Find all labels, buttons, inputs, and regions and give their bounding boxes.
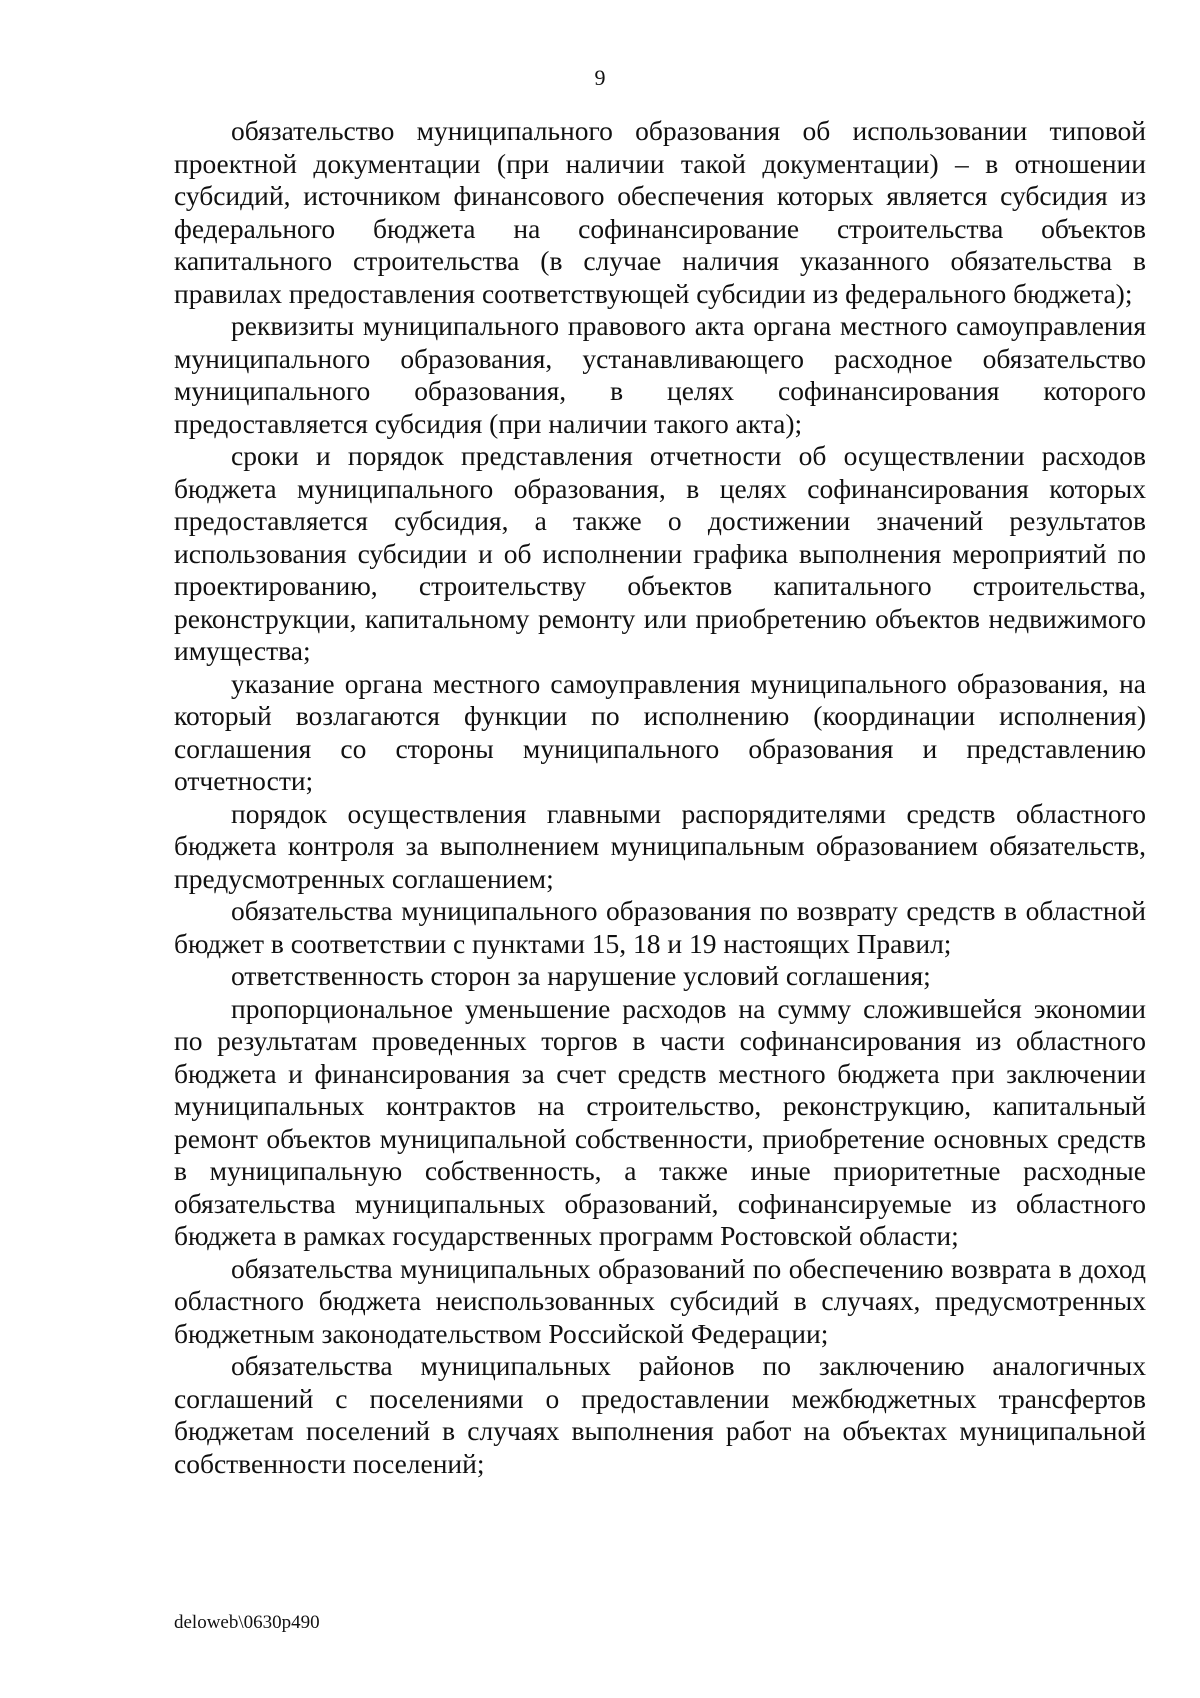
paragraph: обязательство муниципального образования об использовании типовой проектной документации (при наличии такой документации) – в отношении субсидий, источником финансового обеспечения которых является субсидия из федерального бюджета на софинансирование строительства объектов капитального строительства (в случае наличия указанного обязательства в правилах предоставления соответствующей субсидии из федерального бюджета); bbox=[174, 115, 1146, 309]
paragraph: обязательства муниципальных районов по заключению аналогичных соглашений с поселениями о предоставлении межбюджетных трансфертов бюджетам поселений в случаях выполнения работ на объектах муниципальной собственности поселений; bbox=[174, 1350, 1146, 1479]
paragraph: сроки и порядок представления отчетности об осуществлении расходов бюджета муниципального образования, в целях софинансирования которых предоставляется субсидия, а также о достижении значений результатов использования субсидии и об исполнении графика выполнения мероприятий по проектированию, строительству объектов капитального строительства, реконструкции, капитальному ремонту или приобретению объектов недвижимого имущества; bbox=[174, 440, 1146, 666]
document-footer-id: deloweb\0630p490 bbox=[174, 1612, 320, 1633]
paragraph: пропорциональное уменьшение расходов на сумму сложившейся экономии по результатам проведенных торгов в части софинансирования из областного бюджета и финансирования за счет средств местного бюджета при заключении муниципальных контрактов на строительство, реконструкцию, капитальный ремонт объектов муниципальной собственности, приобретение основных средств в муниципальную собственность, а также иные приоритетные расходные обязательства муниципальных образований, софинансируемые из областного бюджета в рамках государственных программ Ростовской области; bbox=[174, 992, 1146, 1251]
paragraph: обязательства муниципальных образований по обеспечению возврата в доход областного бюджета неиспользованных субсидий в случаях, предусмотренных бюджетным законодательством Российской Федерации; bbox=[174, 1252, 1146, 1349]
document-body bbox=[174, 115, 1146, 1480]
paragraph: порядок осуществления главными распорядителями средств областного бюджета контроля за выполнением муниципальным образованием обязательств, предусмотренных соглашением; bbox=[174, 797, 1146, 894]
paragraph: указание органа местного самоуправления муниципального образования, на который возлагаются функции по исполнению (координации исполнения) соглашения со стороны муниципального образования и представлению отчетности; bbox=[174, 667, 1146, 796]
page-number: 9 bbox=[594, 65, 606, 90]
paragraph: реквизиты муниципального правового акта органа местного самоуправления муниципального образования, устанавливающего расходное обязательство муниципального образования, в целях софинансирования которого предоставляется субсидия (при наличии такого акта); bbox=[174, 310, 1146, 439]
paragraph: обязательства муниципального образования по возврату средств в областной бюджет в соответствии с пунктами 15, 18 и 19 настоящих Правил; bbox=[174, 895, 1146, 959]
paragraph: ответственность сторон за нарушение условий соглашения; bbox=[231, 960, 931, 991]
